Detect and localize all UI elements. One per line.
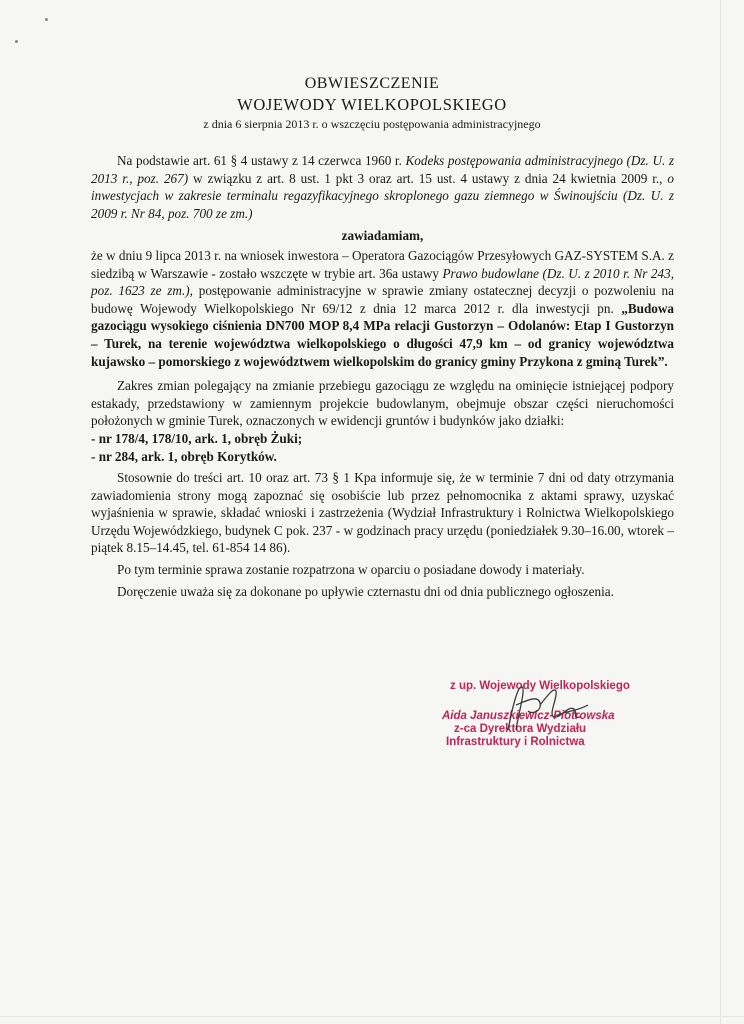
delivery-paragraph: Doręczenie uważa się za dokonane po upływie czternastu dni od dnia publicznego ogłoszenia. <box>117 583 614 599</box>
stamp-line-1: z up. Wojewody Wielkopolskiego <box>450 680 630 692</box>
stamp-line-3: z-ca Dyrektora Wydziału <box>454 723 587 735</box>
intro-italic-2: o inwestycjach w zakresie terminalu regazyfikacyjnego skroplonego gazu ziemnego w Świnoujściu (Dz. U. z 2009 r. Nr 84, poz. 700 ze zm.) <box>91 170 674 221</box>
paper-fold <box>720 0 721 1024</box>
document-body <box>91 152 674 600</box>
intro-italic: Kodeks postępowania administracyjnego (Dz. U. z 2013 r., poz. 267) <box>91 153 674 186</box>
announce-heading: zawiadamiam, <box>341 228 424 244</box>
investment-name: „Budowa gazociągu wysokiego ciśnienia DN700 MOP 8,4 MPa relacji Gustorzyn – Odolanów: Etap I Gustorzyn – Turek, na terenie województwa wielkopolskiego o długości 47,9 km – od granicy województwa kujawsko – pomorskiego z województwem wielkopolskim do granicy gminy Przykona z gminą Turek”. <box>91 300 674 369</box>
parcel-item-1: - nr 178/4, 178/10, ark. 1, obręb Żuki; <box>91 430 303 446</box>
after-paragraph: Po tym terminie sprawa zostanie rozpatrzona w oparciu o posiadane dowody i materiały. <box>117 562 585 578</box>
stamp-line-4: Infrastruktury i Rolnictwa <box>446 736 585 748</box>
date-subtitle: z dnia 6 sierpnia 2013 r. o wszczęciu postępowania administracyjnego <box>203 117 541 131</box>
document-title: OBWIESZCZENIE <box>304 75 440 92</box>
info-paragraph: Stosownie do treści art. 10 oraz art. 73 § 1 Kpa informuje się, że w terminie 7 dni od daty otrzymania zawiadomienia strony mogą zapoznać się osobiście lub przez pełnomocnika z aktami sprawy, uzyskać wyjaśnienia w sprawie, składać wnioski i zastrzeżenia (Wydział Infrastruktury i Rolnictwa Wielkopolskiego Urzędu Wojewódzkiego, budynek C pok. 237 - w godzinach pracy urzędu (poniedziałek 9.30–16.00, wtorek – piątek 8.15–14.45, tel. 61-854 14 86). <box>91 470 674 556</box>
stamp-line-2: Aida Januszkiewicz-Piotrowska <box>442 710 615 722</box>
intro-text-rest: w związku z art. 8 ust. 1 pkt 3 oraz art. 15 ust. 4 ustawy z dnia 24 kwietnia 2009 r., <box>188 170 668 186</box>
paper-fold-bottom <box>0 1016 744 1017</box>
main-text-2: postępowanie administracyjne w sprawie zmiany ostatecznej decyzji o pozwoleniu na budowę Wojewody Wielkopolskiego Nr 69/12 z dnia 12 marca 2012 r. dla inwestycji pn. <box>91 283 675 316</box>
intro-paragraph <box>91 152 674 222</box>
intro-text: Na podstawie art. 61 § 4 ustawy z 14 czerwca 1960 r. <box>117 153 406 168</box>
scope-paragraph: Zakres zmian polegający na zmianie przebiegu gazociągu ze względu na ominięcie istniejącej podpory estakady, przedstawiony w zamiennym projekcie budowlanym, obejmuje obszar części nieruchomości położonych w gminie Turek, oznaczonych w ewidencji gruntów i budynków jako działki: <box>91 378 674 429</box>
issuer-title: WOJEWODY WIELKOPOLSKIEGO <box>237 95 507 114</box>
main-italic: Prawo budowlane (Dz. U. z 2010 r. Nr 243, poz. 1623 ze zm.), <box>91 265 674 299</box>
paper-speck <box>45 18 48 21</box>
paper-speck <box>15 40 18 43</box>
main-text: że w dniu 9 lipca 2013 r. na wniosek inwestora – Operatora Gazociągów Przesyłowych GAZ-SYSTEM S.A. z siedzibą w Warszawie - zostało wszczęte w trybie art. 36a ustawy <box>91 247 674 281</box>
handwritten-signature <box>488 675 598 745</box>
parcel-item-2: - nr 284, ark. 1, obręb Korytków. <box>91 448 277 464</box>
main-paragraph <box>91 247 674 370</box>
